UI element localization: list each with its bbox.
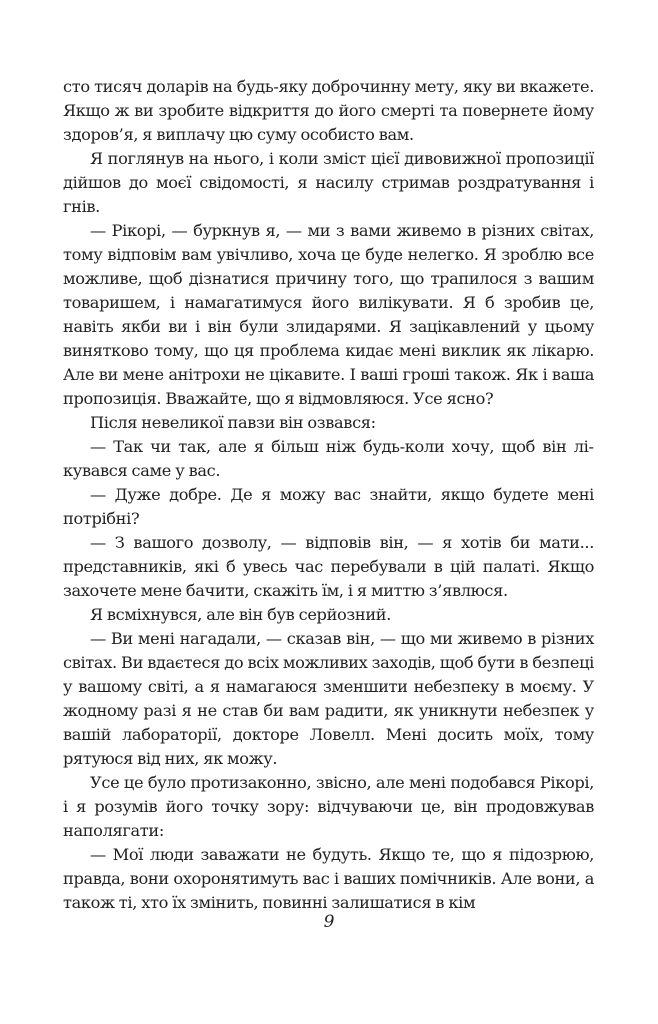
paragraph: Я всміхнувся, але він був серйозний. [90, 605, 391, 624]
paragraph: сто тисяч доларів на будь-яку доброчинну мету, яку ви вкажете. Якщо ж ви зробите відкриття до його смерті та повернете йому здоров’я, я виплачу цю суму особисто вам. [63, 77, 594, 144]
paragraph: — З вашого дозволу, — відповів він, — я хотів би мати... представників, які б увесь час перебували в цій палаті. Якщо захочете мене бачити, скажіть їм, і я миттю з’явлюся. [63, 533, 594, 600]
paragraph: Після невеликої павзи він озвався: [90, 413, 376, 432]
paragraph: — Мої люди заважати не будуть. Якщо те, що я підозрюю, правда, вони охоронятимуть вас і ваших помічників. Але вони, а також ті, хто їх змінить, повинні залишатися в кім [63, 845, 594, 912]
body-text [63, 75, 594, 915]
paragraph: — Дуже добре. Де я можу вас знайти, якщо будете мені потрібні? [63, 485, 594, 528]
paragraph: — Так чи так, але я більш ніж будь-коли хочу, щоб він лікувався саме у вас. [63, 437, 594, 480]
page-number: 9 [323, 912, 335, 932]
paragraph: — Рікорі, — буркнув я, — ми з вами живемо в різних світах, тому відповім вам увічливо, хоча це буде нелегко. Я зроблю все можливе, щоб дізнатися причину того, що трапилося з вашим товаришем, і намагатимуся його вилікувати. Я б зробив це, навіть якби ви і він були злидарями. Я зацікавлений у цьому винятково тому, що ця проблема кидає мені виклик як лікарю. Але ви мене анітрохи не цікавите. І ваші гроші також. Як і ваша пропозиція. Вважайте, що я відмовляюся. Усе ясно? [63, 221, 594, 408]
paragraph: Усе це було протизаконно, звісно, але мені подобався Рікорі, і я розумів його точку зору: відчуваючи це, він продовжував наполягати: [63, 773, 594, 840]
paragraph: Я поглянув на нього, і коли зміст цієї дивовижної пропозиції дійшов до моєї свідомості, я насилу стримав роздратування і гнів. [63, 149, 594, 216]
paragraph: — Ви мені нагадали, — сказав він, — що ми живемо в різних світах. Ви вдаєтеся до всіх можливих заходів, щоб бути в безпеці у вашому світі, а я намагаюся зменшити небезпеку в моєму. У жодному разі я не став би вам радити, як уникнути небезпек у вашій лабораторії, докторе Ловелл. Мені досить моїх, тому рятуюся від них, як можу. [63, 629, 594, 768]
